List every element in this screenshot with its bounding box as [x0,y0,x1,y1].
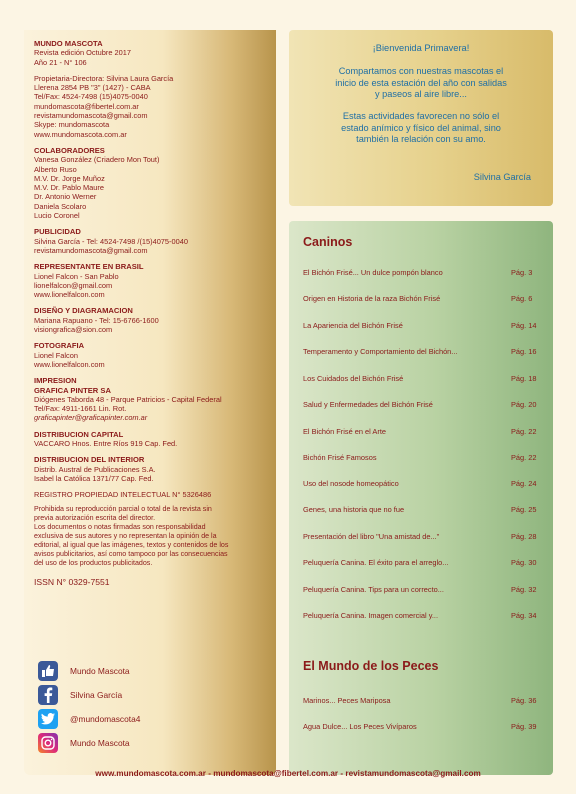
social-label: Mundo Mascota [70,666,130,676]
welcome-paragraph-1 [297,66,545,101]
registro: REGISTRO PROPIEDAD INTELECTUAL N° 5326486 [34,490,212,500]
social-instagram[interactable] [38,732,268,754]
publicidad-heading: PUBLICIDAD [34,227,81,237]
publicidad-line: Silvina García - Tel: 4524-7498 /(15)4075-0040 [34,236,188,246]
colaborador: M.V. Dr. Pablo Maure [34,183,104,193]
section-title-caninos: Caninos [303,235,353,249]
welcome-line: también la relación con su amo. [356,134,486,145]
contact-website[interactable]: www.mundomascota.com.ar [34,129,127,139]
fotografia-line: Lionel Falcon [34,350,78,360]
toc-item[interactable] [303,400,543,412]
impresion-company: GRAFICA PINTER SA [34,385,111,395]
toc-item[interactable] [303,585,543,597]
issn: ISSN N° 0329-7551 [34,577,110,588]
dist-capital-heading: DISTRIBUCION CAPITAL [34,429,124,439]
toc-item-title: Agua Dulce... Los Peces Vivíparos [303,722,417,731]
toc-item[interactable] [303,321,543,333]
toc-item-title: Bichón Frisé Famosos [303,453,377,462]
toc-item-title: Salud y Enfermedades del Bichón Frisé [303,400,433,409]
colaborador: Daniela Scolaro [34,201,87,211]
toc-item-page: Pág. 30 [511,558,537,567]
welcome-line: estado anímico y físico del animal, sino [341,122,501,133]
welcome-box [289,30,553,206]
toc-item[interactable] [303,427,543,439]
toc-item[interactable] [303,722,543,734]
toc-item-page: Pág. 3 [511,268,533,277]
disclaimer-line: Los documentos o notas firmadas son responsabilidad [34,523,206,532]
diseno-email[interactable]: visiongrafica@sion.com [34,325,113,335]
toc-item-title: Peluquería Canina. El éxito para el arreglo... [303,558,449,567]
disclaimer-line: editorial, al igual que las imágenes, textos y contenidos de los [34,541,229,550]
toc-item-title: La Apariencia del Bichón Frisé [303,321,403,330]
toc-item-page: Pág. 6 [511,294,533,303]
contact-line: Tel/Fax: 4524-7498 (15)4075-0040 [34,92,148,102]
social-twitter[interactable] [38,708,268,730]
dist-interior-line: Distrib. Austral de Publicaciones S.A. [34,464,156,474]
masthead-panel [24,30,276,775]
toc-item[interactable] [303,479,543,491]
toc-item[interactable] [303,696,543,708]
colaboradores-heading: COLABORADORES [34,145,105,155]
impresion-email[interactable]: graficapinter@graficapinter.com.ar [34,413,148,423]
toc-item-page: Pág. 24 [511,479,537,488]
footer-contacts: www.mundomascota.com.ar - mundomascota@fibertel.com.ar - revistamundomascota@gmail.com [95,769,481,778]
welcome-line: y paseos al aire libre... [375,89,467,100]
issue-line: Año 21 - N° 106 [34,57,87,67]
dist-interior-heading: DISTRIBUCION DEL INTERIOR [34,455,145,465]
toc-item-title: Temperamento y Comportamiento del Bichón... [303,347,458,356]
welcome-paragraph-2 [297,111,545,146]
disclaimer [34,505,269,568]
welcome-line: Compartamos con nuestras mascotas el [338,66,504,76]
contact-line: Propietaria-Directora: Silvina Laura García [34,73,174,83]
impresion-heading: IMPRESION [34,376,77,386]
dist-capital-line: VACCARO Hnos. Entre Ríos 919 Cap. Fed. [34,438,178,448]
toc-item-page: Pág. 34 [511,611,537,620]
instagram-icon [38,733,58,753]
toc-item[interactable] [303,505,543,517]
toc-item-page: Pág. 22 [511,453,537,462]
colaborador: Lucio Coronel [34,211,80,221]
toc-item-page: Pág. 20 [511,400,537,409]
disclaimer-line: previa autorización escrita del director. [34,514,156,523]
diseno-line: Mariana Rapuano - Tel: 15-6766-1600 [34,315,159,325]
edition-line: Revista edición Octubre 2017 [34,48,131,58]
contact-line: Skype: mundomascota [34,120,110,130]
toc-item-title: El Bichón Frisé... Un dulce pompón blanco [303,268,443,277]
toc-item-title: Los Cuidados del Bichón Frisé [303,374,404,383]
representante-heading: REPRESENTANTE EN BRASIL [34,262,144,272]
toc-item[interactable] [303,453,543,465]
disclaimer-line: Prohibida su reproducción parcial o total de la revista sin [34,505,212,514]
toc-item-title: Peluquería Canina. Imagen comercial y... [303,611,439,620]
magazine-name: MUNDO MASCOTA [34,39,103,48]
toc-item-page: Pág. 36 [511,696,537,705]
social-thumbs-up[interactable] [38,660,268,682]
toc-item-title: Genes, una historia que no fue [303,505,405,514]
social-label: Mundo Mascota [70,738,130,748]
representante-email[interactable]: lionelfalcon@gmail.com [34,280,113,290]
section-title-peces: El Mundo de los Peces [303,659,439,673]
toc-item-page: Pág. 18 [511,374,537,383]
toc-item[interactable] [303,374,543,386]
welcome-signature: Silvina García [473,172,531,182]
toc-item[interactable] [303,611,543,623]
toc-item[interactable] [303,268,543,280]
toc-item[interactable] [303,347,543,359]
representante-line: Lionel Falcon - San Pablo [34,271,119,281]
facebook-icon [38,685,58,705]
dist-interior-line: Isabel la Católica 1371/77 Cap. Fed. [34,473,154,483]
toc-item-page: Pág. 28 [511,532,537,541]
toc-item-page: Pág. 39 [511,722,537,731]
toc-item[interactable] [303,532,543,544]
social-label: Silvina García [70,690,123,700]
masthead-text [34,39,269,588]
representante-website[interactable]: www.lionelfalcon.com [34,290,105,300]
social-label: @mundomascota4 [70,714,141,724]
contact-line: Llerena 2854 PB "3" (1427) - CABA [34,83,151,93]
contact-email[interactable]: revistamundomascota@gmail.com [34,111,148,121]
colaborador: M.V. Dr. Jorge Muñoz [34,173,105,183]
fotografia-heading: FOTOGRAFIA [34,341,85,351]
toc-item-page: Pág. 32 [511,585,537,594]
impresion-line: Diógenes Taborda 48 - Parque Patricios - Capital Federal [34,394,222,404]
toc-item-title: Origen en Historia de la raza Bichón Frisé [303,294,441,303]
fotografia-website[interactable]: www.lionelfalcon.com [34,359,105,369]
social-facebook[interactable] [38,684,268,706]
diseno-heading: DISEÑO Y DIAGRAMACION [34,306,133,316]
toc-item-title: Marinos... Peces Mariposa [303,696,391,705]
colaborador: Dr. Antonio Werner [34,192,97,202]
toc-item-page: Pág. 25 [511,505,537,514]
colaborador: Alberto Ruso [34,164,77,174]
thumbs-up-icon [38,661,58,681]
toc-item[interactable] [303,558,543,570]
disclaimer-line: avisos publicitarios, así como tampoco por las consecuencias [34,550,228,559]
disclaimer-line: exclusiva de sus autores y no representan la opinión de la [34,532,217,541]
table-of-contents [289,221,553,775]
toc-item-title: Peluquería Canina. Tips para un correcto... [303,585,444,594]
colaborador: Vanesa González (Criadero Mon Tout) [34,155,160,165]
contact-email[interactable]: mundomascota@fibertel.com.ar [34,101,139,111]
disclaimer-line: del uso de los productos publicitados. [34,559,153,568]
toc-item-page: Pág. 14 [511,321,537,330]
twitter-icon [38,709,58,729]
toc-item-title: Uso del nosode homeopático [303,479,399,488]
toc-item-title: El Bichón Frisé en el Arte [303,427,386,436]
impresion-line: Tel/Fax: 4911-1661 Lin. Rot. [34,404,127,414]
toc-item[interactable] [303,294,543,306]
toc-item-page: Pág. 22 [511,427,537,436]
welcome-title: ¡Bienvenida Primavera! [372,43,470,53]
publicidad-email[interactable]: revistamundomascota@gmail.com [34,245,148,255]
welcome-line: inicio de esta estación del año con salidas [335,77,507,88]
welcome-line: Estas actividades favorecen no sólo el [342,111,500,121]
toc-item-page: Pág. 16 [511,347,537,356]
toc-item-title: Presentación del libro "Una amistad de..." [303,532,440,541]
